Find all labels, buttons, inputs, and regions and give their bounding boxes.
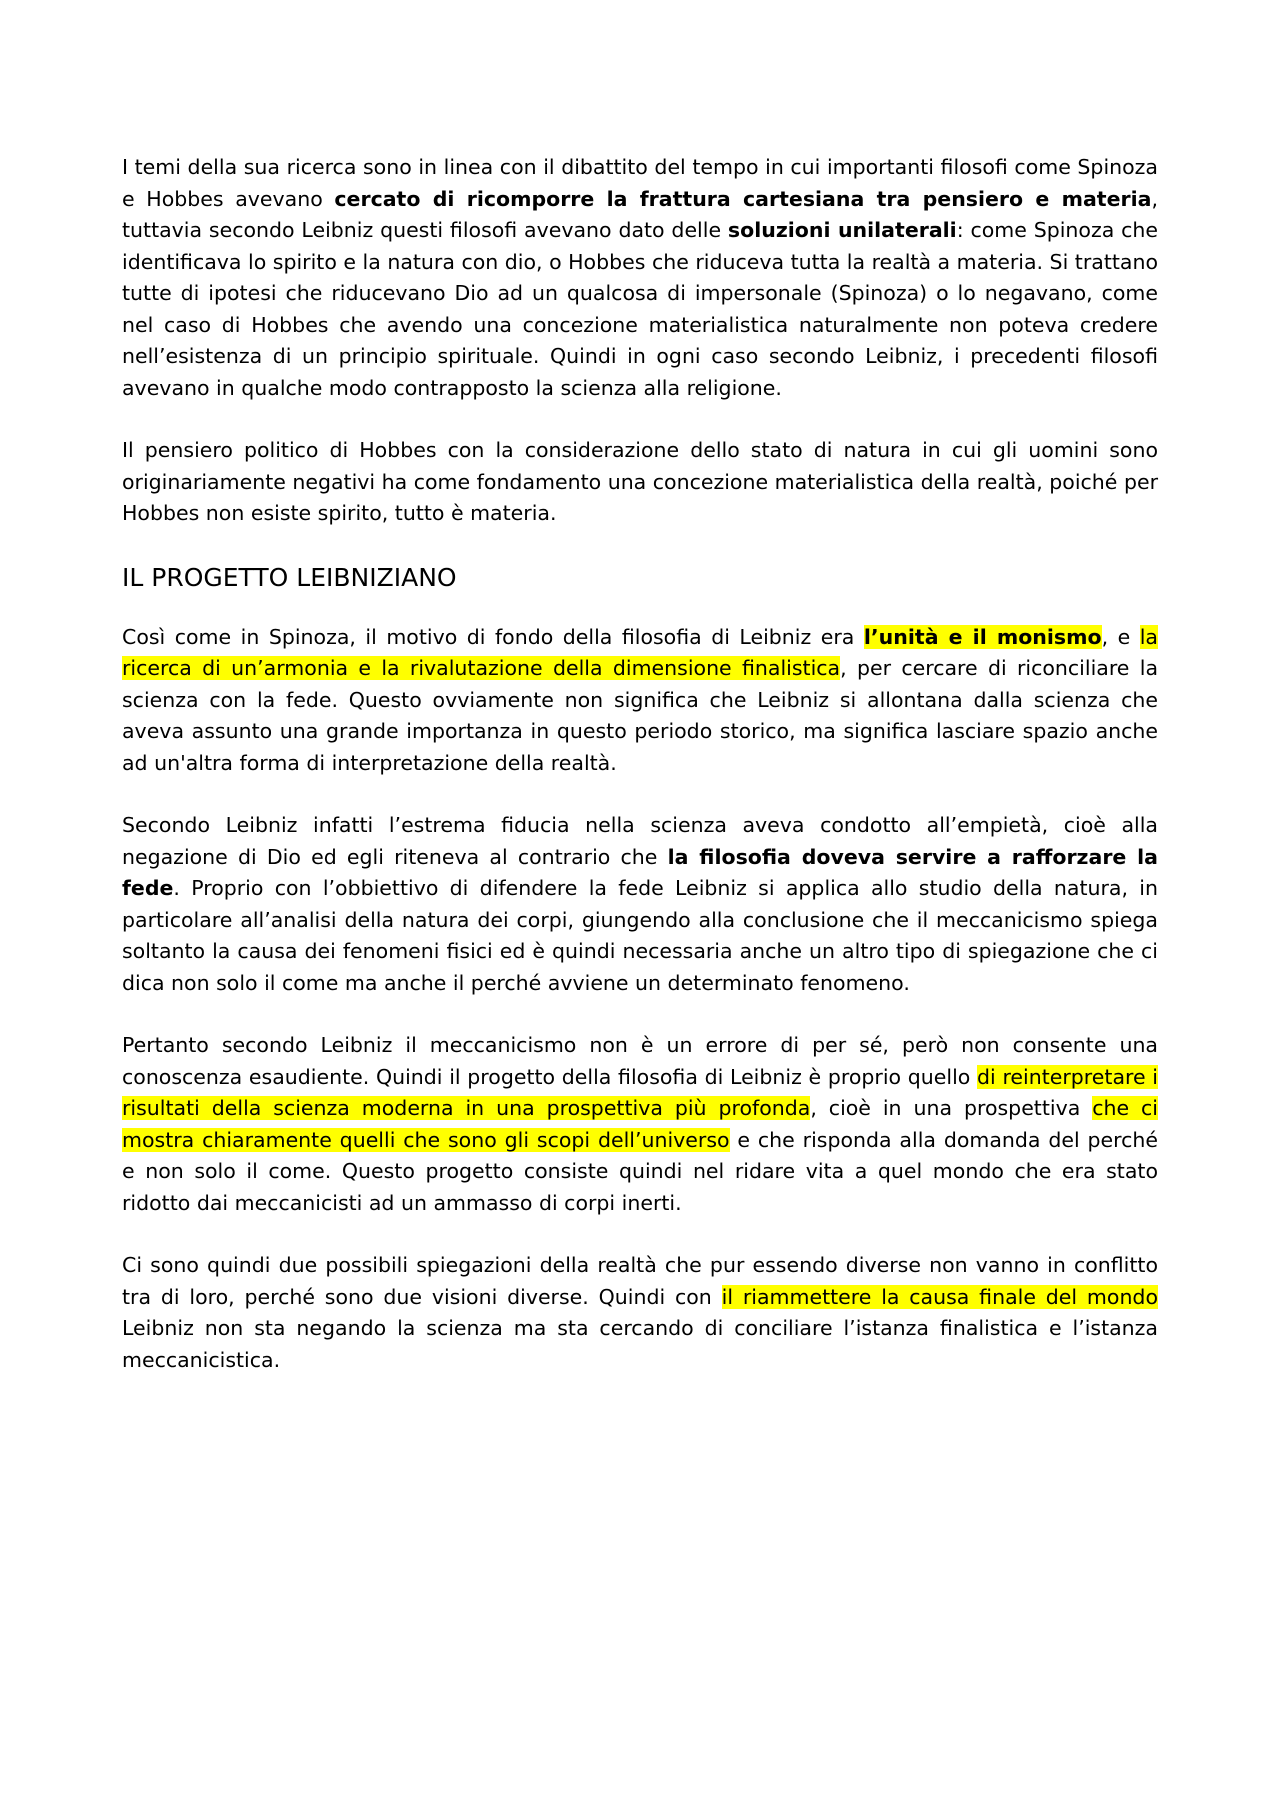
text-run: , per cercare di riconciliare la scienza con la fede. Questo ovviamente non significa che Leibniz si allontana dalla scienza che aveva assunto una grande importanza in questo periodo storico, ma significa lasciare spazio anche ad un'altra forma di interpretazione della realtà.	[122, 656, 1159, 775]
paragraph-5	[122, 1030, 1158, 1219]
paragraph-2	[122, 435, 1158, 530]
text-run: , tuttavia secondo Leibniz questi filosofi avevano dato delle	[122, 186, 1158, 242]
paragraph-4	[122, 810, 1158, 999]
highlighted-run: il riammettere la causa finale del mondo	[721, 1284, 1158, 1309]
paragraph-1	[122, 152, 1158, 404]
text-run: , e	[1101, 624, 1140, 649]
paragraph-3	[122, 622, 1158, 780]
text-run: : come Spinoza che identificava lo spirito e la natura con dio, o Hobbes che riduceva tutta la realtà a materia. Si trattano tutte di ipotesi che riducevano Dio ad un qualcosa di impersonale (Spinoza) o lo negavano, come nel caso di Hobbes che avendo una concezione materialistica naturalmente non poteva credere nell’esistenza di un principio spirituale. Quindi in ogni caso secondo Leibniz, i precedenti filosofi avevano in qualche modo contrapposto la scienza alla religione.	[122, 218, 1158, 400]
bold-run: la filosofia doveva servire a rafforzare la fede	[122, 844, 1159, 900]
text-run: Leibniz non sta negando la scienza ma sta cercando di conciliare l’istanza finalistica e l’istanza meccanicistica.	[122, 1316, 1158, 1372]
bold-run: cercato di ricomporre la frattura cartesiana tra pensiero e materia	[334, 186, 1152, 211]
text-run: Così come in Spinoza, il motivo di fondo della filosofia di Leibniz era	[122, 624, 864, 649]
bold-run: soluzioni unilaterali	[727, 218, 957, 242]
text-run: Secondo Leibniz infatti l’estrema fiducia nella scienza aveva condotto all’empietà, cioè alla negazione di Dio ed egli riteneva al contrario che	[122, 813, 1158, 869]
text-run: Pertanto secondo Leibniz il meccanicismo non è un errore di per sé, però non consente una conoscenza esaudiente. Quindi il progetto della filosofia di Leibniz è proprio quello	[122, 1033, 1158, 1089]
text-run: , cioè in una prospettiva	[810, 1096, 1093, 1120]
text-run: Il pensiero politico di Hobbes con la considerazione dello stato di natura in cui gli uomini sono originariamente negativi ha come fondamento una concezione materialistica della realtà, poiché per Hobbes non esiste spirito, tutto è materia.	[122, 438, 1158, 525]
text-run: I temi della sua ricerca sono in linea con il dibattito del tempo in cui importanti filosofi come Spinoza e Hobbes avevano	[122, 155, 1158, 211]
document-body	[122, 152, 1158, 1376]
text-run: e che risponda alla domanda del perché e non solo il come. Questo progetto consiste quindi nel ridare vita a quel mondo che era stato ridotto dai meccanicisti ad un ammasso di corpi inerti.	[122, 1127, 1158, 1215]
text-run: Ci sono quindi due possibili spiegazioni della realtà che pur essendo diverse non vanno in conflitto tra di loro, perché sono due visioni diverse. Quindi con	[122, 1253, 1158, 1309]
section-heading: IL PROGETTO LEIBNIZIANO	[122, 562, 457, 592]
highlighted-run: di reinterpretare i risultati della scienza moderna in una prospettiva più profonda	[122, 1064, 1158, 1120]
highlighted-run: che ci mostra chiaramente quelli che sono gli scopi dell’universo	[122, 1096, 1158, 1152]
highlighted-bold-run: l’unità e il monismo	[863, 624, 1102, 649]
text-run: . Proprio con l’obbiettivo di difendere la fede Leibniz si applica allo studio della natura, in particolare all’analisi della natura dei corpi, giungendo alla conclusione che il meccanicismo spiega soltanto la causa dei fenomeni fisici ed è quindi necessaria anche un altro tipo di spiegazione che ci dica non solo il come ma anche il perché avviene un determinato fenomeno.	[122, 876, 1158, 995]
highlighted-run: la ricerca di un’armonia e la rivalutazione della dimensione finalistica	[122, 624, 1158, 680]
paragraph-6	[122, 1250, 1158, 1376]
